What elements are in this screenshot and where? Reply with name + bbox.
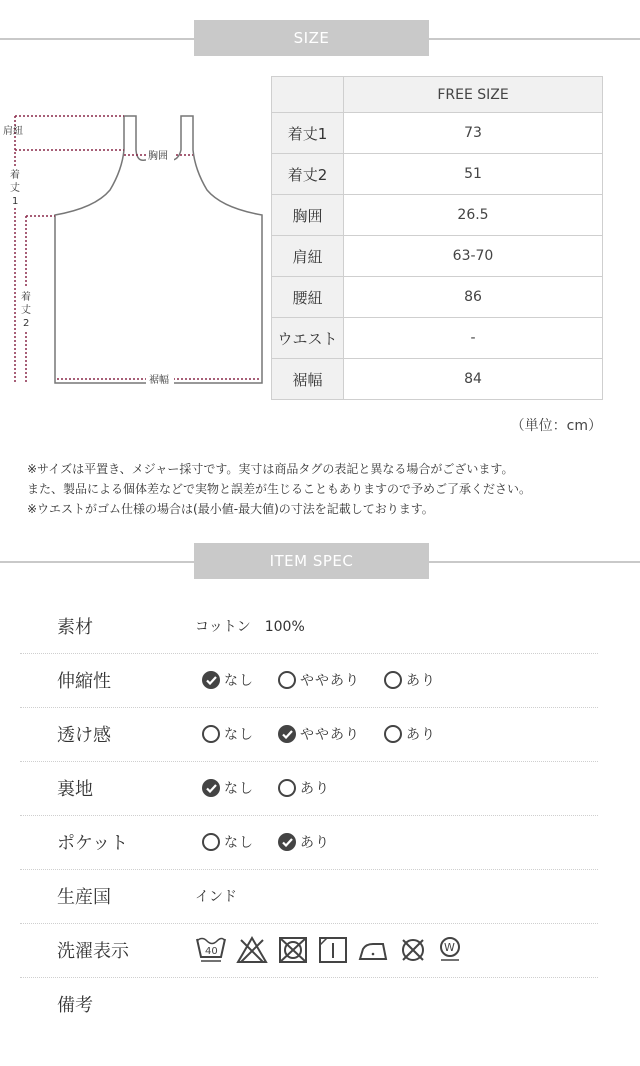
pocket-options: [202, 832, 354, 852]
option: あり: [278, 778, 330, 798]
table-row: [272, 195, 603, 236]
row-value: 73: [344, 113, 603, 154]
size-header: SIZE: [194, 20, 429, 56]
option: ややあり: [278, 670, 360, 690]
unchecked-icon: [384, 725, 402, 743]
strap-label: 肩紐: [3, 126, 23, 137]
checked-icon: [202, 671, 220, 689]
spec-label: 伸縮性: [57, 671, 111, 692]
line-dry-shade-icon: [318, 935, 348, 965]
no-dry-clean-icon: [398, 935, 428, 965]
row-value: 26.5: [344, 195, 603, 236]
origin-value: インド: [195, 889, 237, 905]
row-label: 着丈2: [272, 154, 344, 195]
unchecked-icon: [202, 725, 220, 743]
row-value: 63-70: [344, 236, 603, 277]
spec-label: ポケット: [57, 833, 129, 854]
length1-char-1: 着: [10, 170, 20, 181]
spec-row-care: [20, 923, 598, 978]
spec-row-origin: [20, 869, 598, 924]
option: なし: [202, 670, 254, 690]
sheer-options: [202, 724, 460, 744]
unit-note: （単位：cm）: [510, 418, 602, 434]
spec-row-sheer: [20, 707, 598, 762]
length1-char-3: 1: [12, 196, 19, 207]
option: あり: [384, 724, 436, 744]
spec-row-lining: [20, 761, 598, 816]
iron-low-icon: [357, 935, 389, 965]
lining-options: [202, 778, 354, 798]
svg-text:40: 40: [205, 946, 218, 957]
note-line: ※サイズは平置き、メジャー採寸です。実寸は商品タグの表記と異なる場合がございます。: [27, 462, 514, 476]
option: ややあり: [278, 724, 360, 744]
length2-char-3: 2: [23, 318, 30, 329]
table-corner: [272, 77, 344, 113]
checked-icon: [202, 779, 220, 797]
spec-label: 裏地: [57, 779, 93, 800]
row-value: 84: [344, 359, 603, 400]
option: なし: [202, 724, 254, 744]
spec-label: 洗濯表示: [57, 941, 129, 962]
option: あり: [278, 832, 330, 852]
option: あり: [384, 670, 436, 690]
length2-char-2: 丈: [21, 305, 31, 316]
unchecked-icon: [202, 833, 220, 851]
row-label: 着丈1: [272, 113, 344, 154]
spec-label: 透け感: [57, 725, 111, 746]
table-column-header: FREE SIZE: [344, 77, 603, 113]
spec-row-material: [20, 599, 598, 654]
care-icons: [195, 935, 472, 965]
row-label: 胸囲: [272, 195, 344, 236]
garment-diagram: [0, 100, 270, 400]
length2-char-1: 着: [21, 292, 31, 303]
spec-label: 素材: [57, 617, 93, 638]
row-label: 肩紐: [272, 236, 344, 277]
no-tumble-dry-icon: [277, 935, 309, 965]
table-row: [272, 318, 603, 359]
spec-row-pocket: [20, 815, 598, 870]
size-notes: [27, 459, 531, 519]
table-row: [272, 113, 603, 154]
spec-row-remarks: [20, 977, 598, 1031]
spec-label: 生産国: [57, 887, 111, 908]
wash-40-icon: [195, 935, 227, 965]
row-label: ウエスト: [272, 318, 344, 359]
unchecked-icon: [278, 779, 296, 797]
checked-icon: [278, 833, 296, 851]
option: なし: [202, 832, 254, 852]
length1-char-2: 丈: [10, 183, 20, 194]
note-line: また、製品による個体差などで実物と誤差が生じることもありますので予めご了承ください。: [27, 482, 532, 496]
row-value: -: [344, 318, 603, 359]
table-row: [272, 154, 603, 195]
svg-text:W: W: [444, 941, 455, 954]
note-line: ※ウエストがゴム仕様の場合は(最小値-最大値)の寸法を記載しております。: [27, 502, 434, 516]
unchecked-icon: [384, 671, 402, 689]
spec-header: ITEM SPEC: [194, 543, 429, 579]
unchecked-icon: [278, 671, 296, 689]
wet-clean-icon: [437, 935, 463, 965]
row-value: 86: [344, 277, 603, 318]
stretch-options: [202, 670, 460, 690]
row-label: 裾幅: [272, 359, 344, 400]
option: なし: [202, 778, 254, 798]
table-row: [272, 359, 603, 400]
size-table: [271, 76, 603, 400]
spec-label: 備考: [57, 995, 93, 1016]
hem-label: 裾幅: [149, 375, 169, 386]
checked-icon: [278, 725, 296, 743]
material-value: コットン 100%: [195, 619, 305, 635]
row-value: 51: [344, 154, 603, 195]
table-row: [272, 277, 603, 318]
table-row: [272, 236, 603, 277]
chest-label: 胸囲: [148, 151, 168, 162]
no-bleach-icon: [236, 935, 268, 965]
row-label: 腰紐: [272, 277, 344, 318]
spec-row-stretch: [20, 653, 598, 708]
